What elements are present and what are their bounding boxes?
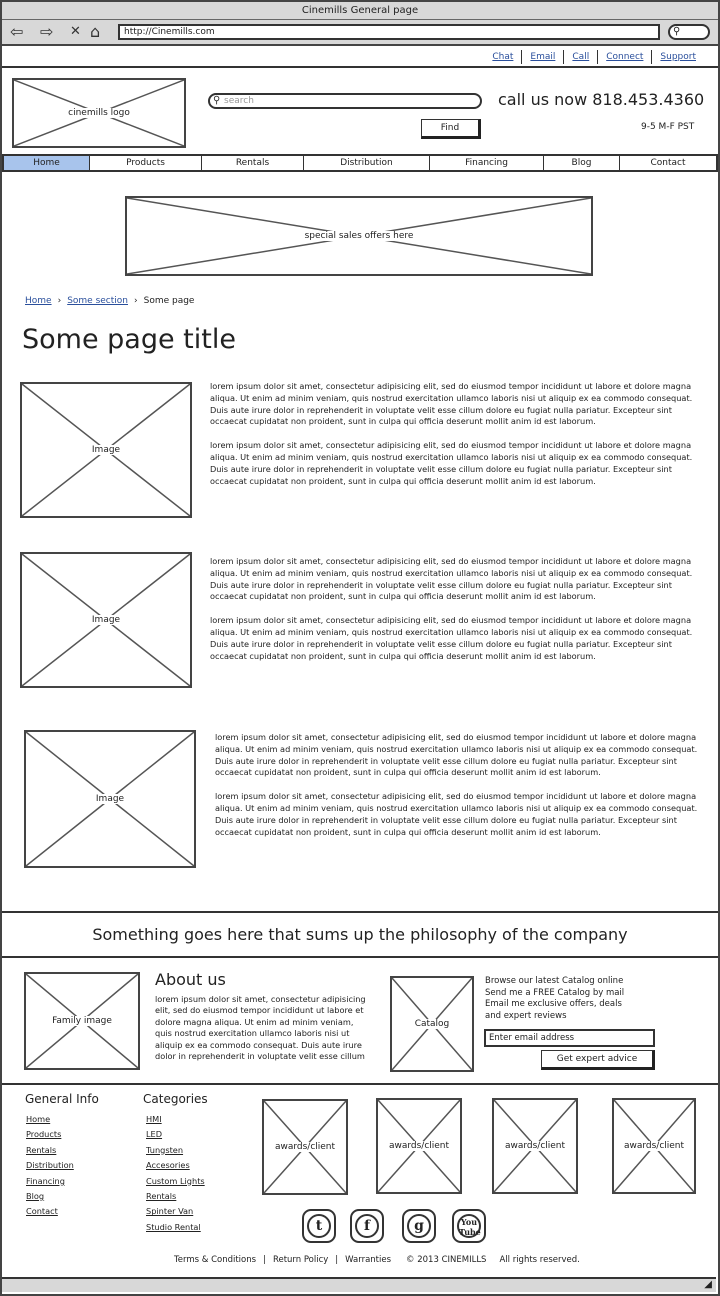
separator: | (335, 1255, 339, 1265)
paragraph: lorem ipsum dolor sit amet, consectetur adipisicing elit, sed do eiusmod tempor incididunt ut labore et dolore magna aliqua. Ut enim ad minim veniam, quis nostrud exercitation ullamco laboris nisi ut aliquip ex ea commodo consequat. Duis aute irure dolor in reprehenderit in voluptate velit esse cillum dolore eu fugiat nulla pariatur. Excepteur sint occaecat cupidatat non proident, sunt in culpa qui officia deserunt mollit anim id est laborum. (215, 732, 698, 778)
browser-search-input[interactable] (668, 24, 710, 40)
about-text: lorem ipsum dolor sit amet, consectetur adipisicing elit, sed do eiusmod tempor incididunt ut labore et dolore magna aliqua. Ut enim ad minim veniam, quis nostrud exercitation ullamco laboris nisi ut aliquip ex ea commodo consequat. Duis aute irure dolor in reprehenderit in voluptate velit esse cillum (155, 994, 366, 1062)
home-icon[interactable]: ⌂ (90, 22, 101, 41)
forward-arrow-icon[interactable]: ⇨ (40, 22, 54, 41)
window-title: Cinemills General page (2, 2, 718, 20)
close-icon[interactable]: ✕ (70, 24, 81, 39)
category-link-studio-rental[interactable]: Studio Rental (146, 1221, 201, 1232)
breadcrumb-section[interactable]: Some section (67, 296, 128, 306)
image-label: Image (91, 445, 121, 455)
footer-link-blog[interactable]: Blog (26, 1191, 45, 1202)
warranties-link[interactable]: Warranties (345, 1255, 392, 1265)
divider (2, 66, 718, 68)
categories-title: Categories (143, 1092, 208, 1106)
terms-link[interactable]: Terms & Conditions (174, 1255, 257, 1265)
business-hours: 9-5 M-F PST (641, 122, 695, 132)
resize-grip-icon[interactable]: ◢ (704, 1279, 712, 1290)
catalog-label: Catalog (414, 1019, 450, 1029)
divider (2, 1083, 718, 1085)
catalog-line: Browse our latest Catalog online (485, 976, 624, 986)
content-text-1 (210, 381, 694, 499)
content-image-2[interactable] (20, 552, 192, 688)
award-label: awards/client (504, 1141, 566, 1151)
nav-item-rentals[interactable]: Rentals (202, 156, 304, 170)
paragraph: lorem ipsum dolor sit amet, consectetur adipisicing elit, sed do eiusmod tempor incididunt ut labore et dolore magna aliqua. Ut enim ad minim veniam, quis nostrud exercitation ullamco laboris nisi ut aliquip ex ea commodo consequat. Duis aute irure dolor in reprehenderit in voluptate velit esse cillum dolore eu fugiat nulla pariatur. Excepteur sint occaecat cupidatat non proident, sunt in culpa qui officia deserunt mollit anim id est laborum. (210, 440, 693, 486)
twitter-icon[interactable]: t (302, 1209, 336, 1243)
footer-link-contact[interactable]: Contact (26, 1206, 58, 1217)
family-image-label: Family image (52, 1016, 112, 1026)
general-info-title: General Info (25, 1092, 99, 1106)
legal-links (174, 1255, 580, 1265)
category-link-custom-lights[interactable]: Custom Lights (146, 1175, 205, 1186)
category-link-hmi[interactable]: HMI (146, 1114, 162, 1124)
category-link-accesories[interactable]: Accesories (146, 1160, 190, 1171)
image-label: Image (91, 615, 121, 625)
philosophy-banner: Something goes here that sums up the philosophy of the company (2, 911, 718, 958)
call-link[interactable]: Call (563, 50, 597, 64)
award-client-placeholder[interactable] (492, 1098, 578, 1194)
content-text-2 (210, 556, 694, 674)
about-title: About us (155, 970, 226, 989)
category-link-spinter-van[interactable]: Spinter Van (146, 1206, 194, 1217)
facebook-icon[interactable]: f (350, 1209, 384, 1243)
content-image-3[interactable] (24, 730, 196, 868)
award-label: awards/client (623, 1141, 685, 1151)
general-info-links (26, 1112, 74, 1220)
award-client-placeholder[interactable] (262, 1099, 348, 1195)
catalog-line: Email me exclusive offers, deals (485, 999, 622, 1010)
breadcrumb-current: Some page (143, 296, 195, 306)
content-image-1[interactable] (20, 382, 192, 518)
get-expert-advice-button[interactable]: Get expert advice (541, 1050, 655, 1070)
chevron-right-icon: › (134, 296, 138, 306)
copyright-text: © 2013 CINEMILLS (406, 1255, 487, 1265)
back-arrow-icon[interactable]: ⇦ (10, 22, 24, 41)
find-button[interactable]: Find (421, 119, 481, 139)
footer-link-financing[interactable]: Financing (26, 1175, 65, 1186)
connect-link[interactable]: Connect (597, 50, 651, 64)
nav-item-products[interactable]: Products (90, 156, 202, 170)
paragraph: lorem ipsum dolor sit amet, consectetur adipisicing elit, sed do eiusmod tempor incididunt ut labore et dolore magna aliqua. Ut enim ad minim veniam, quis nostrud exercitation ullamco laboris nisi ut aliquip ex ea commodo consequat. Duis aute irure dolor in reprehenderit in voluptate velit esse cillum dolore eu fugiat nulla pariatur. Excepteur sint occaecat cupidatat non proident, sunt in culpa qui officia deserunt mollit anim id est laborum. (215, 791, 698, 837)
page-title: Some page title (22, 324, 236, 355)
award-label: awards/client (274, 1142, 336, 1152)
footer-link-distribution[interactable]: Distribution (26, 1160, 74, 1171)
nav-item-contact[interactable]: Contact (650, 158, 686, 168)
category-link-led[interactable]: LED (146, 1129, 163, 1140)
search-icon: ⚲ (213, 95, 221, 106)
award-client-placeholder[interactable] (376, 1098, 462, 1194)
email-link[interactable]: Email (521, 50, 563, 64)
paragraph: lorem ipsum dolor sit amet, consectetur adipisicing elit, sed do eiusmod tempor incididunt ut labore et dolore magna aliqua. Ut enim ad minim veniam, quis nostrud exercitation ullamco laboris nisi ut aliquip ex ea commodo consequat. Duis aute irure dolor in reprehenderit in voluptate velit esse cillum dolore eu fugiat nulla pariatur. Excepteur sint occaecat cupidatat non proident, sunt in culpa qui officia deserunt mollit anim id est laborum. (210, 556, 693, 602)
paragraph: lorem ipsum dolor sit amet, consectetur adipisicing elit, sed do eiusmod tempor incididunt ut labore et dolore magna aliqua. Ut enim ad minim veniam, quis nostrud exercitation ullamco laboris nisi ut aliquip ex ea commodo consequat. Duis aute irure dolor in reprehenderit in voluptate velit esse cillum dolore eu fugiat nulla pariatur. Excepteur sint occaecat cupidatat non proident, sunt in culpa qui officia deserunt mollit anim id est laborum. (210, 615, 693, 661)
breadcrumb-home[interactable]: Home (25, 296, 52, 306)
status-bar (2, 1277, 716, 1292)
nav-item-distribution[interactable]: Distribution (304, 156, 430, 170)
catalog-line: Send me a FREE Catalog by mail (485, 987, 625, 998)
catalog-offer-text (485, 976, 665, 1022)
family-image-placeholder[interactable] (24, 972, 140, 1070)
search-placeholder: search (224, 96, 254, 106)
search-input[interactable] (208, 93, 482, 109)
paragraph: lorem ipsum dolor sit amet, consectetur adipisicing elit, sed do eiusmod tempor incididunt ut labore et dolore magna aliqua. Ut enim ad minim veniam, quis nostrud exercitation ullamco laboris nisi ut aliquip ex ea commodo consequat. Duis aute irure dolor in reprehenderit in voluptate velit esse cillum dolore eu fugiat nulla pariatur. Excepteur sint occaecat cupidatat non proident, sunt in culpa qui officia deserunt mollit anim id est laborum. (210, 381, 693, 427)
logo-label: cinemills logo (68, 108, 130, 118)
email-field[interactable]: Enter email address (484, 1029, 655, 1047)
footer-link-home[interactable]: Home (26, 1114, 51, 1124)
rights-text: All rights reserved. (499, 1255, 580, 1265)
footer-link-products[interactable]: Products (26, 1129, 62, 1140)
award-label: awards/client (388, 1141, 450, 1151)
nav-item-home[interactable]: Home (4, 156, 90, 170)
catalog-line: and expert reviews (485, 1010, 567, 1021)
category-link-tungsten[interactable]: Tungsten (146, 1144, 184, 1155)
category-links (146, 1112, 205, 1235)
url-bar[interactable]: http://Cinemills.com (118, 24, 660, 40)
support-link[interactable]: Support (651, 50, 704, 64)
call-us-text: call us now 818.453.4360 (498, 90, 705, 109)
breadcrumb (25, 296, 194, 306)
sales-banner-placeholder[interactable] (125, 196, 593, 276)
nav-item-blog[interactable]: Blog (544, 156, 620, 170)
google-icon[interactable]: g (402, 1209, 436, 1243)
return-policy-link[interactable]: Return Policy (272, 1255, 329, 1265)
youtube-icon[interactable]: You Tube (452, 1209, 486, 1243)
catalog-image-placeholder[interactable] (390, 976, 474, 1072)
search-icon: ⚲ (673, 26, 681, 37)
award-client-placeholder[interactable] (612, 1098, 696, 1194)
chat-link[interactable]: Chat (492, 52, 514, 62)
browser-toolbar (2, 20, 718, 46)
image-label: Image (95, 794, 125, 804)
category-link-rentals[interactable]: Rentals (146, 1191, 177, 1202)
content-text-3 (215, 732, 699, 850)
footer-link-rentals[interactable]: Rentals (26, 1144, 57, 1155)
top-links (484, 50, 704, 64)
nav-item-financing[interactable]: Financing (430, 156, 544, 170)
main-nav (2, 154, 718, 172)
chevron-right-icon: › (57, 296, 62, 306)
separator: | (263, 1255, 266, 1265)
logo-placeholder[interactable] (12, 78, 186, 148)
sales-banner-label: special sales offers here (304, 231, 414, 241)
